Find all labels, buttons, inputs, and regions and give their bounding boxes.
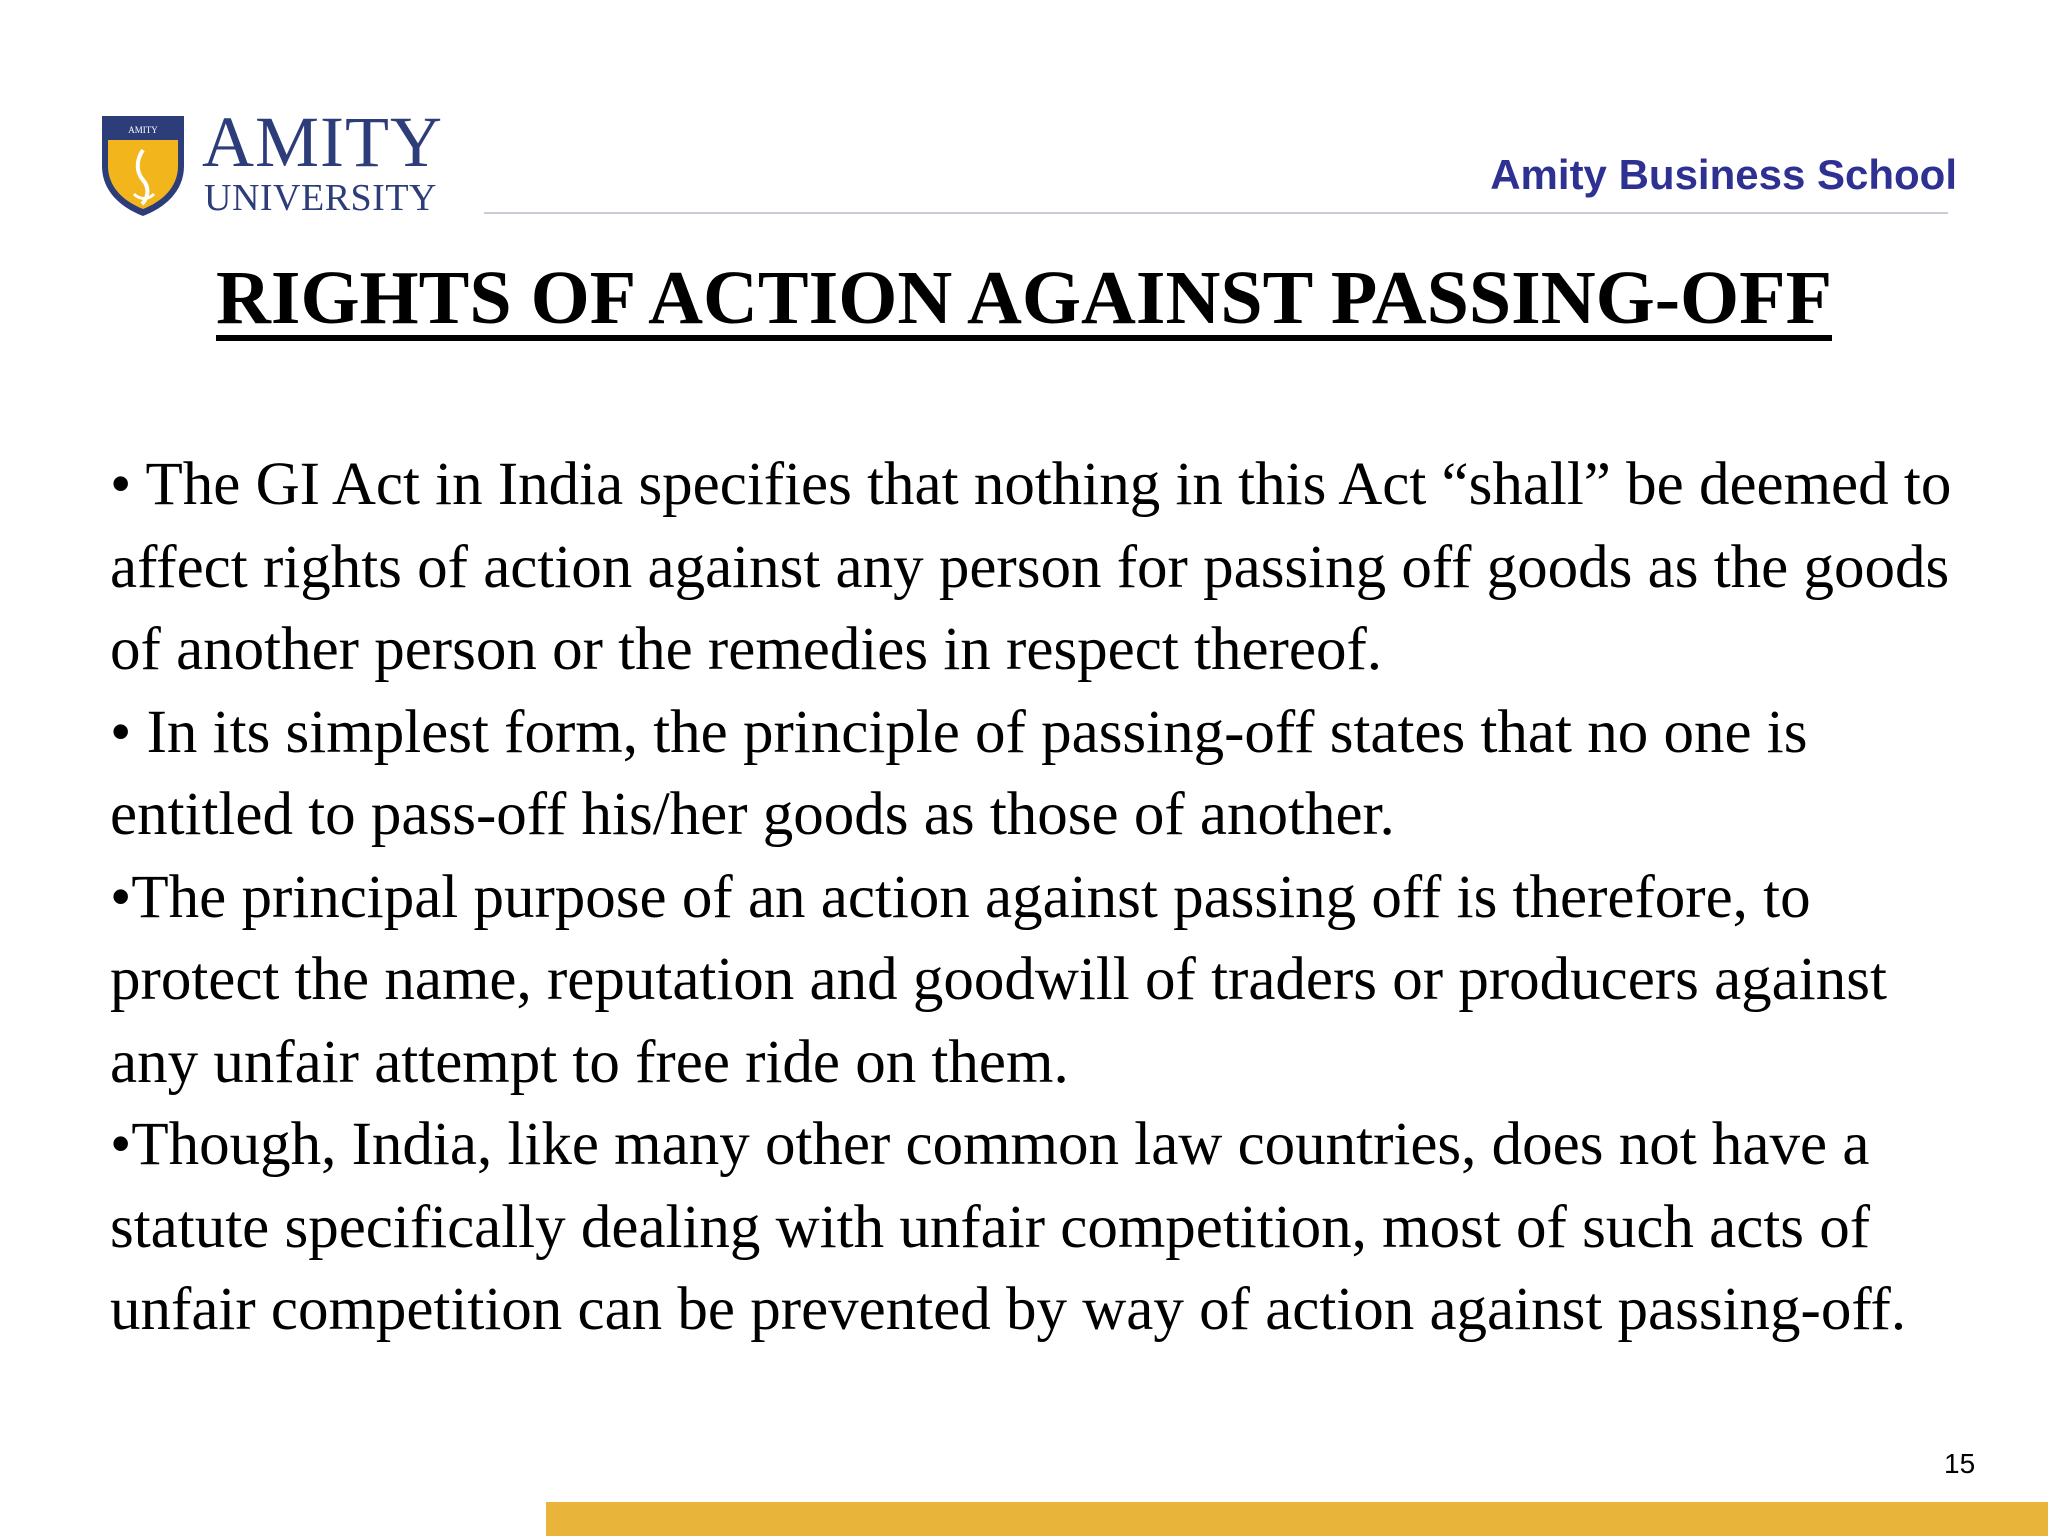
- page-number: 15: [1944, 1448, 1976, 1479]
- amity-logo: [98, 102, 448, 219]
- bullet-1: • The GI Act in India specifies that nothing in this Act “shall” be deemed to affect rights of action against any person for passing off goods as the goods of another person or the remedies in respect thereof.: [110, 451, 1967, 683]
- logo-subtitle: UNIVERSITY: [204, 177, 437, 219]
- logo-wordmark: AMITY: [202, 102, 443, 182]
- bullet-3: •The principal purpose of an action against passing off is therefore, to protect the name, reputation and goodwill of traders or producers against any unfair attempt to free ride on them.: [110, 863, 1903, 1096]
- school-name: Amity Business School: [1490, 151, 1957, 198]
- footer-accent-bar: [546, 1502, 2048, 1536]
- slide-title: RIGHTS OF ACTION AGAINST PASSING-OFF: [215, 256, 1832, 340]
- header-divider: [484, 212, 1948, 214]
- shield-icon: [98, 110, 188, 218]
- bullet-2: • In its simplest form, the principle of passing-off states that no one is entitled to pass-off his/her goods as those of another.: [110, 698, 1823, 848]
- svg-text:AMITY: AMITY: [128, 125, 158, 135]
- slide-body: [110, 444, 1970, 1352]
- bullet-4: •Though, India, like many other common law countries, does not have a statute specifically dealing with unfair competition, most of such acts of unfair competition can be prevented by way of action against passing-off.: [110, 1111, 1907, 1343]
